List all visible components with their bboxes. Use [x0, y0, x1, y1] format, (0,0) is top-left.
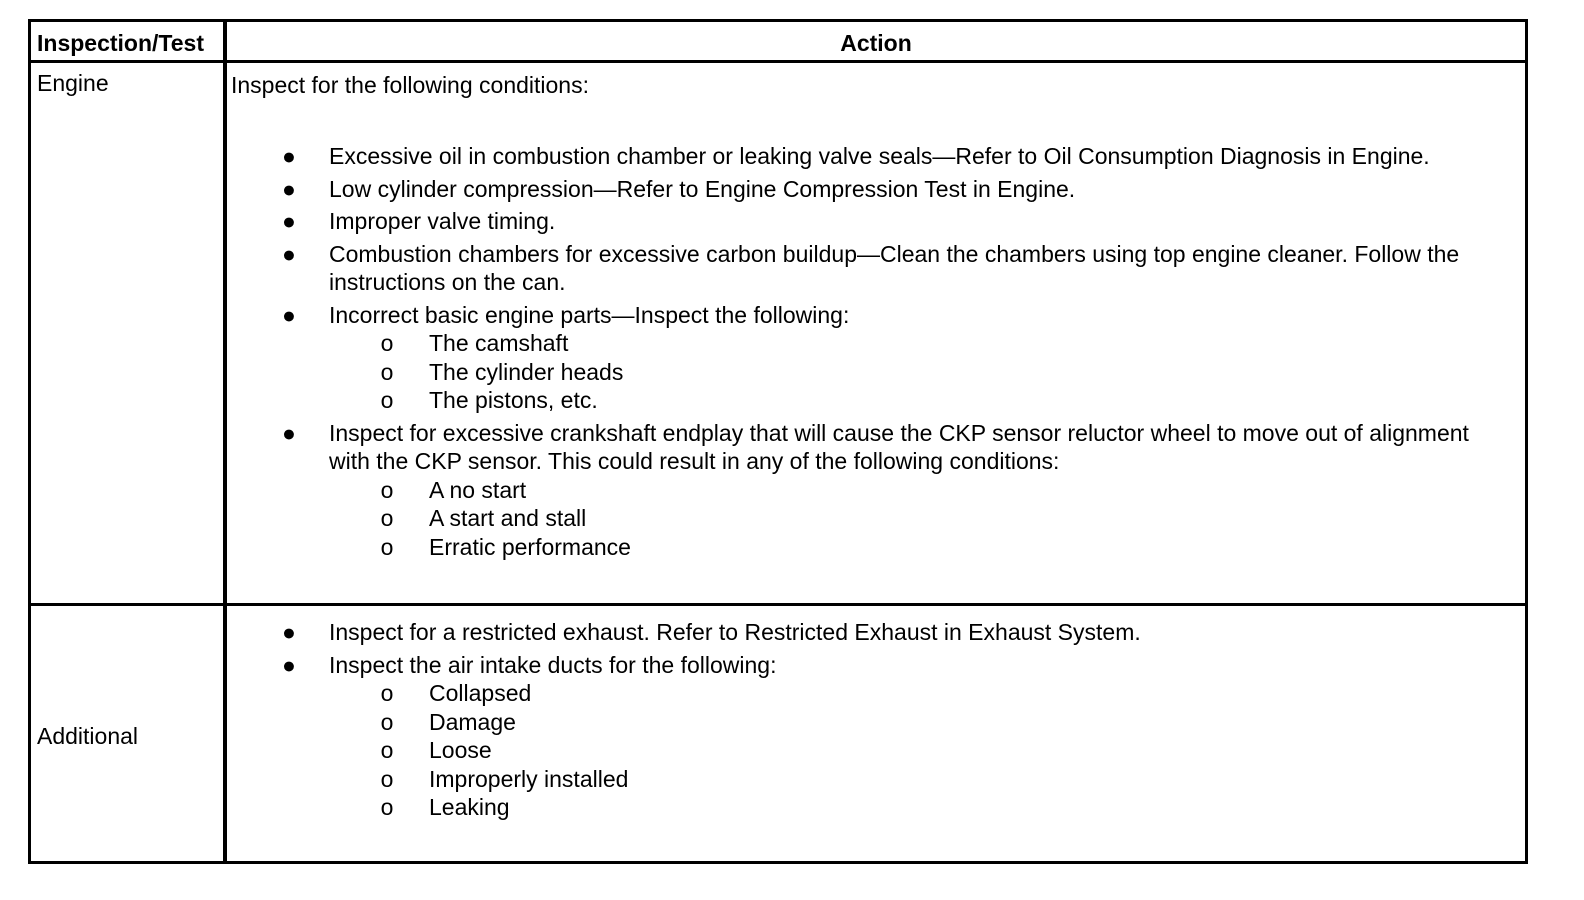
bullet-icon: ● [282, 301, 296, 328]
list-item [231, 419, 1515, 476]
sub-list-item [231, 736, 1515, 765]
sub-list-item-text: Erratic performance [429, 533, 631, 560]
list-item [231, 175, 1515, 204]
sub-list-item [231, 386, 1515, 415]
bullet-icon: ● [282, 208, 296, 234]
list-item-text: Improper valve timing. [329, 208, 556, 234]
sub-list-item [231, 793, 1515, 822]
sub-list-item [231, 504, 1515, 533]
row-label-engine: Engine [37, 70, 109, 96]
sub-list-item [231, 679, 1515, 708]
bullet-icon: ● [282, 175, 296, 202]
inspection-table [28, 19, 1528, 864]
sub-list-item [231, 358, 1515, 387]
bullet-icon: ● [282, 240, 296, 267]
list-item-text: Inspect the air intake ducts for the following: [329, 651, 777, 678]
column-divider [223, 22, 227, 861]
sub-list-item [231, 765, 1515, 794]
bullet-icon: ● [282, 143, 296, 169]
sub-bullet-icon: o [380, 358, 394, 385]
sub-list-item-text: The camshaft [429, 330, 569, 356]
list-item-text: Incorrect basic engine parts—Inspect the following: [329, 301, 850, 328]
sub-bullet-icon: o [380, 765, 394, 792]
bullet-icon: ● [282, 619, 296, 645]
header-inspection-test: Inspection/Test [37, 30, 204, 56]
list-item [231, 651, 1515, 680]
sub-list-item-text: The pistons, etc. [429, 387, 598, 413]
sub-list-item-text: Collapsed [429, 680, 532, 706]
sub-list-item-text: A no start [429, 476, 527, 503]
sub-list-item-text: A start and stall [429, 505, 587, 531]
list-item-text: Inspect for a restricted exhaust. Refer to Restricted Exhaust in Exhaust System. [329, 619, 1141, 645]
sub-bullet-icon: o [380, 680, 394, 706]
sub-list-item [231, 329, 1515, 358]
bullet-icon: ● [282, 651, 296, 678]
list-item [231, 240, 1515, 297]
sub-list-item-text: The cylinder heads [429, 358, 624, 385]
list-item-text: Combustion chambers for excessive carbon buildup—Clean the chambers using top engine cleaner. Follow the instructions on the can. [329, 240, 1460, 295]
sub-list-item-text: Improperly installed [429, 765, 629, 792]
list-item-text: Excessive oil in combustion chamber or leaking valve seals—Refer to Oil Consumption Diagnosis in Engine. [329, 143, 1430, 169]
list-item [231, 142, 1515, 171]
sub-bullet-icon: o [380, 533, 394, 560]
list-item [231, 207, 1515, 236]
sub-list-item [231, 708, 1515, 737]
bullet-icon: ● [282, 419, 296, 446]
header-action: Action [840, 30, 912, 56]
header-row-divider [31, 60, 1525, 63]
sub-list [231, 476, 1515, 562]
list-item-text: Low cylinder compression—Refer to Engine Compression Test in Engine. [329, 175, 1076, 202]
additional-action-list [231, 618, 1515, 826]
sub-list-item [231, 533, 1515, 562]
engine-intro-text: Inspect for the following conditions: [231, 72, 589, 98]
row-divider [31, 603, 1525, 606]
sub-bullet-icon: o [380, 330, 394, 356]
sub-list [231, 679, 1515, 822]
engine-action-list [231, 142, 1515, 565]
sub-bullet-icon: o [380, 387, 394, 413]
sub-bullet-icon: o [380, 794, 394, 820]
list-item [231, 618, 1515, 647]
sub-list-item-text: Loose [429, 737, 492, 763]
sub-bullet-icon: o [380, 708, 394, 735]
sub-bullet-icon: o [380, 476, 394, 503]
sub-list [231, 329, 1515, 415]
list-item [231, 301, 1515, 330]
row-label-additional: Additional [37, 723, 139, 749]
sub-list-item [231, 476, 1515, 505]
sub-bullet-icon: o [380, 737, 394, 763]
list-item-text: Inspect for excessive crankshaft endplay that will cause the CKP sensor reluctor wheel to move out of alignment with the CKP sensor. This could result in any of the following conditions: [329, 419, 1469, 474]
sub-bullet-icon: o [380, 505, 394, 531]
sub-list-item-text: Leaking [429, 794, 510, 820]
sub-list-item-text: Damage [429, 708, 516, 735]
